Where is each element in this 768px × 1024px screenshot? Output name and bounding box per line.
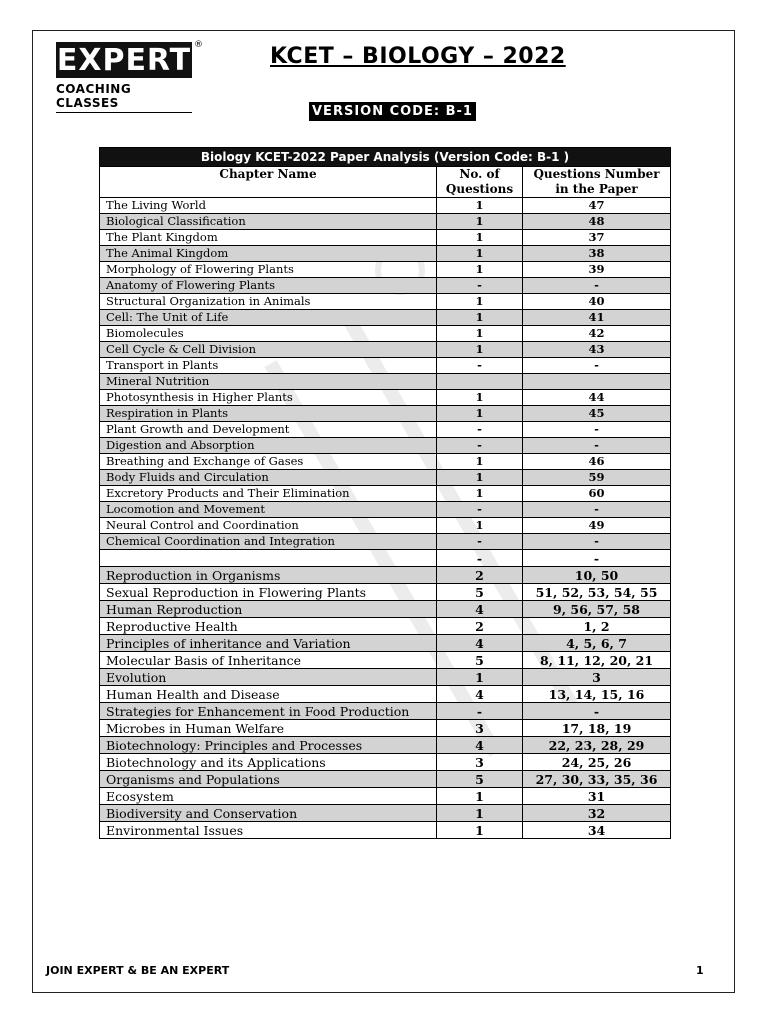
chapter-name-cell [100, 550, 437, 567]
question-count-cell: - [437, 703, 523, 720]
question-numbers-cell: 34 [523, 822, 671, 839]
table-row [100, 584, 671, 601]
chapter-name-cell: Plant Growth and Development [100, 422, 437, 438]
table-row [100, 374, 671, 390]
logo-subtitle: COACHING CLASSES [56, 82, 192, 113]
table-row [100, 262, 671, 278]
table-row [100, 230, 671, 246]
table-row [100, 771, 671, 788]
question-count-cell: 1 [437, 214, 523, 230]
question-numbers-cell [523, 374, 671, 390]
chapter-name-cell: Cell Cycle & Cell Division [100, 342, 437, 358]
table-banner: Biology KCET-2022 Paper Analysis (Version Code: B-1 ) [100, 148, 671, 167]
table-row [100, 278, 671, 294]
chapter-name-cell: Biodiversity and Conservation [100, 805, 437, 822]
chapter-name-cell: The Living World [100, 198, 437, 214]
page-number: 1 [696, 964, 704, 977]
question-numbers-cell: 31 [523, 788, 671, 805]
question-count-cell: 1 [437, 326, 523, 342]
table-row [100, 502, 671, 518]
question-count-cell: 1 [437, 788, 523, 805]
footer-slogan: JOIN EXPERT & BE AN EXPERT [46, 964, 230, 977]
question-count-cell: 2 [437, 618, 523, 635]
chapter-name-cell: The Plant Kingdom [100, 230, 437, 246]
question-count-cell: 1 [437, 805, 523, 822]
chapter-name-cell: Neural Control and Coordination [100, 518, 437, 534]
question-count-cell: 1 [437, 262, 523, 278]
registered-mark: ® [194, 40, 203, 50]
table-row [100, 754, 671, 771]
question-numbers-cell: 44 [523, 390, 671, 406]
question-count-cell: - [437, 438, 523, 454]
question-numbers-cell: 46 [523, 454, 671, 470]
question-numbers-cell: 32 [523, 805, 671, 822]
question-numbers-cell: 27, 30, 33, 35, 36 [523, 771, 671, 788]
question-count-cell: 1 [437, 822, 523, 839]
paper-analysis-table [99, 147, 671, 839]
table-row [100, 342, 671, 358]
question-count-cell: 1 [437, 246, 523, 262]
table-row [100, 703, 671, 720]
question-numbers-cell: 24, 25, 26 [523, 754, 671, 771]
question-count-cell: 5 [437, 584, 523, 601]
table-row [100, 822, 671, 839]
question-numbers-cell: 60 [523, 486, 671, 502]
table-row [100, 567, 671, 584]
question-numbers-cell: - [523, 278, 671, 294]
question-count-cell: 4 [437, 601, 523, 618]
table-row [100, 214, 671, 230]
table-row [100, 534, 671, 550]
header-chapter-name: Chapter Name [100, 167, 437, 198]
chapter-name-cell: Molecular Basis of Inheritance [100, 652, 437, 669]
question-count-cell: 1 [437, 486, 523, 502]
chapter-name-cell: Respiration in Plants [100, 406, 437, 422]
table-row [100, 720, 671, 737]
question-count-cell: 5 [437, 771, 523, 788]
question-numbers-cell: 10, 50 [523, 567, 671, 584]
question-count-cell: 4 [437, 737, 523, 754]
question-count-cell: 1 [437, 406, 523, 422]
chapter-name-cell: Breathing and Exchange of Gases [100, 454, 437, 470]
chapter-name-cell: Reproduction in Organisms [100, 567, 437, 584]
question-numbers-cell: 39 [523, 262, 671, 278]
table-row [100, 246, 671, 262]
chapter-name-cell: Morphology of Flowering Plants [100, 262, 437, 278]
chapter-name-cell: Body Fluids and Circulation [100, 470, 437, 486]
question-numbers-cell: - [523, 703, 671, 720]
question-numbers-cell: - [523, 502, 671, 518]
question-numbers-cell: 45 [523, 406, 671, 422]
expert-logo [56, 42, 206, 113]
chapter-name-cell: Reproductive Health [100, 618, 437, 635]
header-no-of-questions: No. of Questions [437, 167, 523, 198]
question-numbers-cell: 48 [523, 214, 671, 230]
table-row [100, 422, 671, 438]
chapter-name-cell: Sexual Reproduction in Flowering Plants [100, 584, 437, 601]
chapter-name-cell: Photosynthesis in Higher Plants [100, 390, 437, 406]
table-row [100, 470, 671, 486]
chapter-name-cell: Strategies for Enhancement in Food Production [100, 703, 437, 720]
table-row [100, 310, 671, 326]
chapter-name-cell: Biological Classification [100, 214, 437, 230]
question-numbers-cell: 3 [523, 669, 671, 686]
chapter-name-cell: Evolution [100, 669, 437, 686]
question-numbers-cell: 43 [523, 342, 671, 358]
table-row [100, 406, 671, 422]
table-row [100, 486, 671, 502]
question-count-cell: 4 [437, 686, 523, 703]
table-row [100, 390, 671, 406]
chapter-name-cell: Mineral Nutrition [100, 374, 437, 390]
page-title: KCET – BIOLOGY – 2022 [270, 44, 566, 69]
question-count-cell: - [437, 502, 523, 518]
table-row [100, 358, 671, 374]
question-numbers-cell: - [523, 550, 671, 567]
question-numbers-cell: 41 [523, 310, 671, 326]
chapter-name-cell: Digestion and Absorption [100, 438, 437, 454]
chapter-name-cell: Microbes in Human Welfare [100, 720, 437, 737]
chapter-name-cell: Human Health and Disease [100, 686, 437, 703]
chapter-name-cell: Biomolecules [100, 326, 437, 342]
question-count-cell: - [437, 278, 523, 294]
chapter-name-cell: Environmental Issues [100, 822, 437, 839]
question-count-cell: 1 [437, 198, 523, 214]
table-body [100, 198, 671, 839]
table-row [100, 518, 671, 534]
question-count-cell: 1 [437, 390, 523, 406]
question-count-cell: 2 [437, 567, 523, 584]
chapter-name-cell: Biotechnology and its Applications [100, 754, 437, 771]
question-numbers-cell: 37 [523, 230, 671, 246]
question-numbers-cell: 47 [523, 198, 671, 214]
logo-brand: EXPERT [56, 42, 192, 78]
question-count-cell: - [437, 422, 523, 438]
question-numbers-cell: 42 [523, 326, 671, 342]
question-numbers-cell: - [523, 534, 671, 550]
question-numbers-cell: 40 [523, 294, 671, 310]
chapter-name-cell: The Animal Kingdom [100, 246, 437, 262]
question-count-cell: 1 [437, 518, 523, 534]
question-numbers-cell: 1, 2 [523, 618, 671, 635]
table-row [100, 618, 671, 635]
chapter-name-cell: Organisms and Populations [100, 771, 437, 788]
chapter-name-cell: Structural Organization in Animals [100, 294, 437, 310]
table-row [100, 635, 671, 652]
question-numbers-cell: 17, 18, 19 [523, 720, 671, 737]
question-count-cell [437, 374, 523, 390]
question-count-cell: 5 [437, 652, 523, 669]
question-numbers-cell: 9, 56, 57, 58 [523, 601, 671, 618]
table-row [100, 438, 671, 454]
table-row [100, 788, 671, 805]
table-row [100, 550, 671, 567]
chapter-name-cell: Transport in Plants [100, 358, 437, 374]
question-count-cell: 1 [437, 230, 523, 246]
question-count-cell: 1 [437, 294, 523, 310]
table-row [100, 669, 671, 686]
question-count-cell: 1 [437, 454, 523, 470]
question-count-cell: 1 [437, 310, 523, 326]
chapter-name-cell: Anatomy of Flowering Plants [100, 278, 437, 294]
table-row [100, 737, 671, 754]
header-question-numbers: Questions Number in the Paper [523, 167, 671, 198]
chapter-name-cell: Ecosystem [100, 788, 437, 805]
question-numbers-cell: 49 [523, 518, 671, 534]
question-count-cell: - [437, 534, 523, 550]
question-numbers-cell: 38 [523, 246, 671, 262]
question-count-cell: - [437, 550, 523, 567]
question-count-cell: 1 [437, 470, 523, 486]
table-row [100, 686, 671, 703]
table-row [100, 198, 671, 214]
question-count-cell: 3 [437, 754, 523, 771]
question-numbers-cell: 59 [523, 470, 671, 486]
question-numbers-cell: 51, 52, 53, 54, 55 [523, 584, 671, 601]
version-code-badge: VERSION CODE: B-1 [309, 102, 476, 121]
chapter-name-cell: Locomotion and Movement [100, 502, 437, 518]
question-count-cell: 4 [437, 635, 523, 652]
question-numbers-cell: 22, 23, 28, 29 [523, 737, 671, 754]
chapter-name-cell: Excretory Products and Their Elimination [100, 486, 437, 502]
question-numbers-cell: 13, 14, 15, 16 [523, 686, 671, 703]
table-row [100, 294, 671, 310]
question-count-cell: - [437, 358, 523, 374]
table-row [100, 805, 671, 822]
question-numbers-cell: - [523, 422, 671, 438]
chapter-name-cell: Cell: The Unit of Life [100, 310, 437, 326]
question-numbers-cell: 4, 5, 6, 7 [523, 635, 671, 652]
question-numbers-cell: - [523, 438, 671, 454]
chapter-name-cell: Chemical Coordination and Integration [100, 534, 437, 550]
chapter-name-cell: Principles of inheritance and Variation [100, 635, 437, 652]
table-row [100, 601, 671, 618]
question-count-cell: 3 [437, 720, 523, 737]
question-count-cell: 1 [437, 342, 523, 358]
question-numbers-cell: 8, 11, 12, 20, 21 [523, 652, 671, 669]
chapter-name-cell: Human Reproduction [100, 601, 437, 618]
question-count-cell: 1 [437, 669, 523, 686]
chapter-name-cell: Biotechnology: Principles and Processes [100, 737, 437, 754]
table-row [100, 652, 671, 669]
table-row [100, 326, 671, 342]
table-row [100, 454, 671, 470]
question-numbers-cell: - [523, 358, 671, 374]
